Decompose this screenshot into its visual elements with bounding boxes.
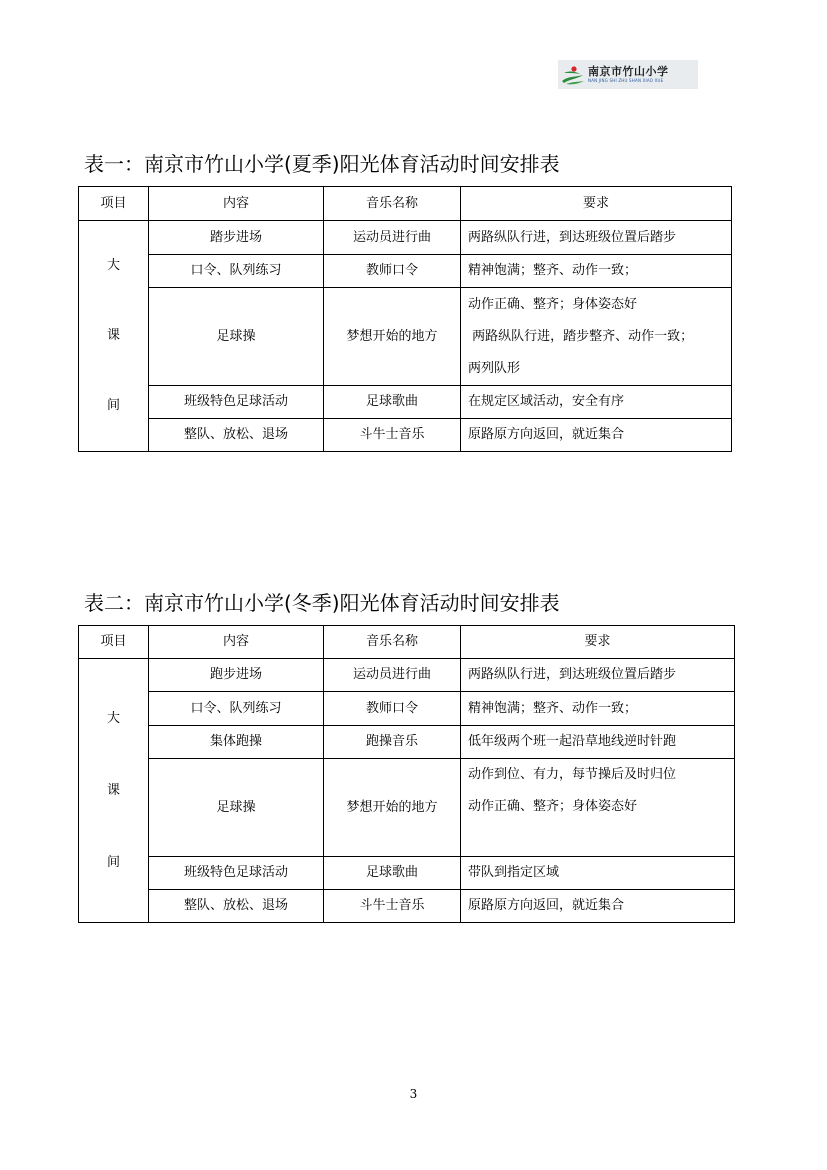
requirement-line: 两路纵队行进，踏步整齐、动作一致； [468,328,694,344]
content-cell: 班级特色足球活动 [149,386,324,419]
header-item: 项目 [79,187,149,221]
table-row [79,659,735,692]
requirement-cell: 原路原方向返回，就近集合 [461,890,735,923]
requirement-cell: 原路原方向返回，就近集合 [461,419,732,452]
content-cell: 口令、队列练习 [149,692,324,726]
content-cell: 整队、放松、退场 [149,890,324,923]
table-row [79,726,735,759]
requirement-line: 动作正确、整齐；身体姿态好 [468,296,638,312]
item-char: 大 [106,710,120,726]
table-row [79,759,735,857]
content-cell: 踏步进场 [149,221,324,255]
content-cell: 跑步进场 [149,659,324,692]
requirement-cell: 低年级两个班一起沿草地线逆时针跑 [461,726,735,759]
music-cell: 足球歌曲 [324,857,461,890]
music-cell: 运动员进行曲 [324,221,461,255]
table-row [79,386,732,419]
table-row [79,890,735,923]
music-cell: 教师口令 [324,255,461,288]
header-item: 项目 [79,626,149,659]
school-logo [558,60,698,89]
logo-pinyin: NAN JING SHI ZHU SHAN XIAO XUE [588,78,664,83]
table2-title: 表二：南京市竹山小学(冬季)阳光体育活动时间安排表 [84,591,560,615]
item-cell [79,221,149,452]
item-char: 间 [106,854,120,870]
requirement-cell: 两路纵队行进，到达班级位置后踏步 [461,221,732,255]
logo-school-name: 南京市竹山小学 [588,65,669,78]
header-music: 音乐名称 [324,626,461,659]
music-cell: 足球歌曲 [324,386,461,419]
page-number: 3 [409,1087,418,1101]
requirement-line: 动作正确、整齐；身体姿态好 [468,799,638,814]
item-cell [79,659,149,923]
requirement-cell: 两路纵队行进，到达班级位置后踏步 [461,659,735,692]
table-row [79,419,732,452]
school-emblem-icon [558,60,588,89]
summer-schedule-table [78,186,732,452]
content-cell: 足球操 [149,759,324,857]
content-cell: 整队、放松、退场 [149,419,324,452]
requirement-cell: 在规定区域活动，安全有序 [461,386,732,419]
content-cell: 班级特色足球活动 [149,857,324,890]
requirement-line: 两列队形 [468,360,521,376]
table-row [79,255,732,288]
table1-title: 表一：南京市竹山小学(夏季)阳光体育活动时间安排表 [84,152,560,176]
item-char: 大 [106,258,120,273]
music-cell: 运动员进行曲 [324,659,461,692]
music-cell: 斗牛士音乐 [324,419,461,452]
table-header-row [79,626,735,659]
table-row [79,857,735,890]
requirement-cell [461,759,735,857]
header-content: 内容 [149,187,324,221]
music-cell: 斗牛士音乐 [324,890,461,923]
content-cell: 口令、队列练习 [149,255,324,288]
header-content: 内容 [149,626,324,659]
music-cell: 跑操音乐 [324,726,461,759]
content-cell: 集体跑操 [149,726,324,759]
requirement-cell: 精神饱满；整齐、动作一致； [461,255,732,288]
music-cell: 梦想开始的地方 [324,288,461,386]
table-row [79,692,735,726]
requirement-cell: 精神饱满；整齐、动作一致； [461,692,735,726]
header-requirement: 要求 [461,626,735,659]
table-row [79,288,732,386]
item-char: 间 [106,398,120,413]
item-char: 课 [106,328,120,343]
requirement-cell [461,288,732,386]
table-header-row [79,187,732,221]
music-cell: 梦想开始的地方 [324,759,461,857]
item-char: 课 [106,782,120,798]
requirement-cell: 带队到指定区域 [461,857,735,890]
music-cell: 教师口令 [324,692,461,726]
content-cell: 足球操 [149,288,324,386]
header-music: 音乐名称 [324,187,461,221]
table-row [79,221,732,255]
winter-schedule-table [78,625,735,923]
header-requirement: 要求 [461,187,732,221]
requirement-line: 动作到位、有力，每节操后及时归位 [468,767,677,782]
